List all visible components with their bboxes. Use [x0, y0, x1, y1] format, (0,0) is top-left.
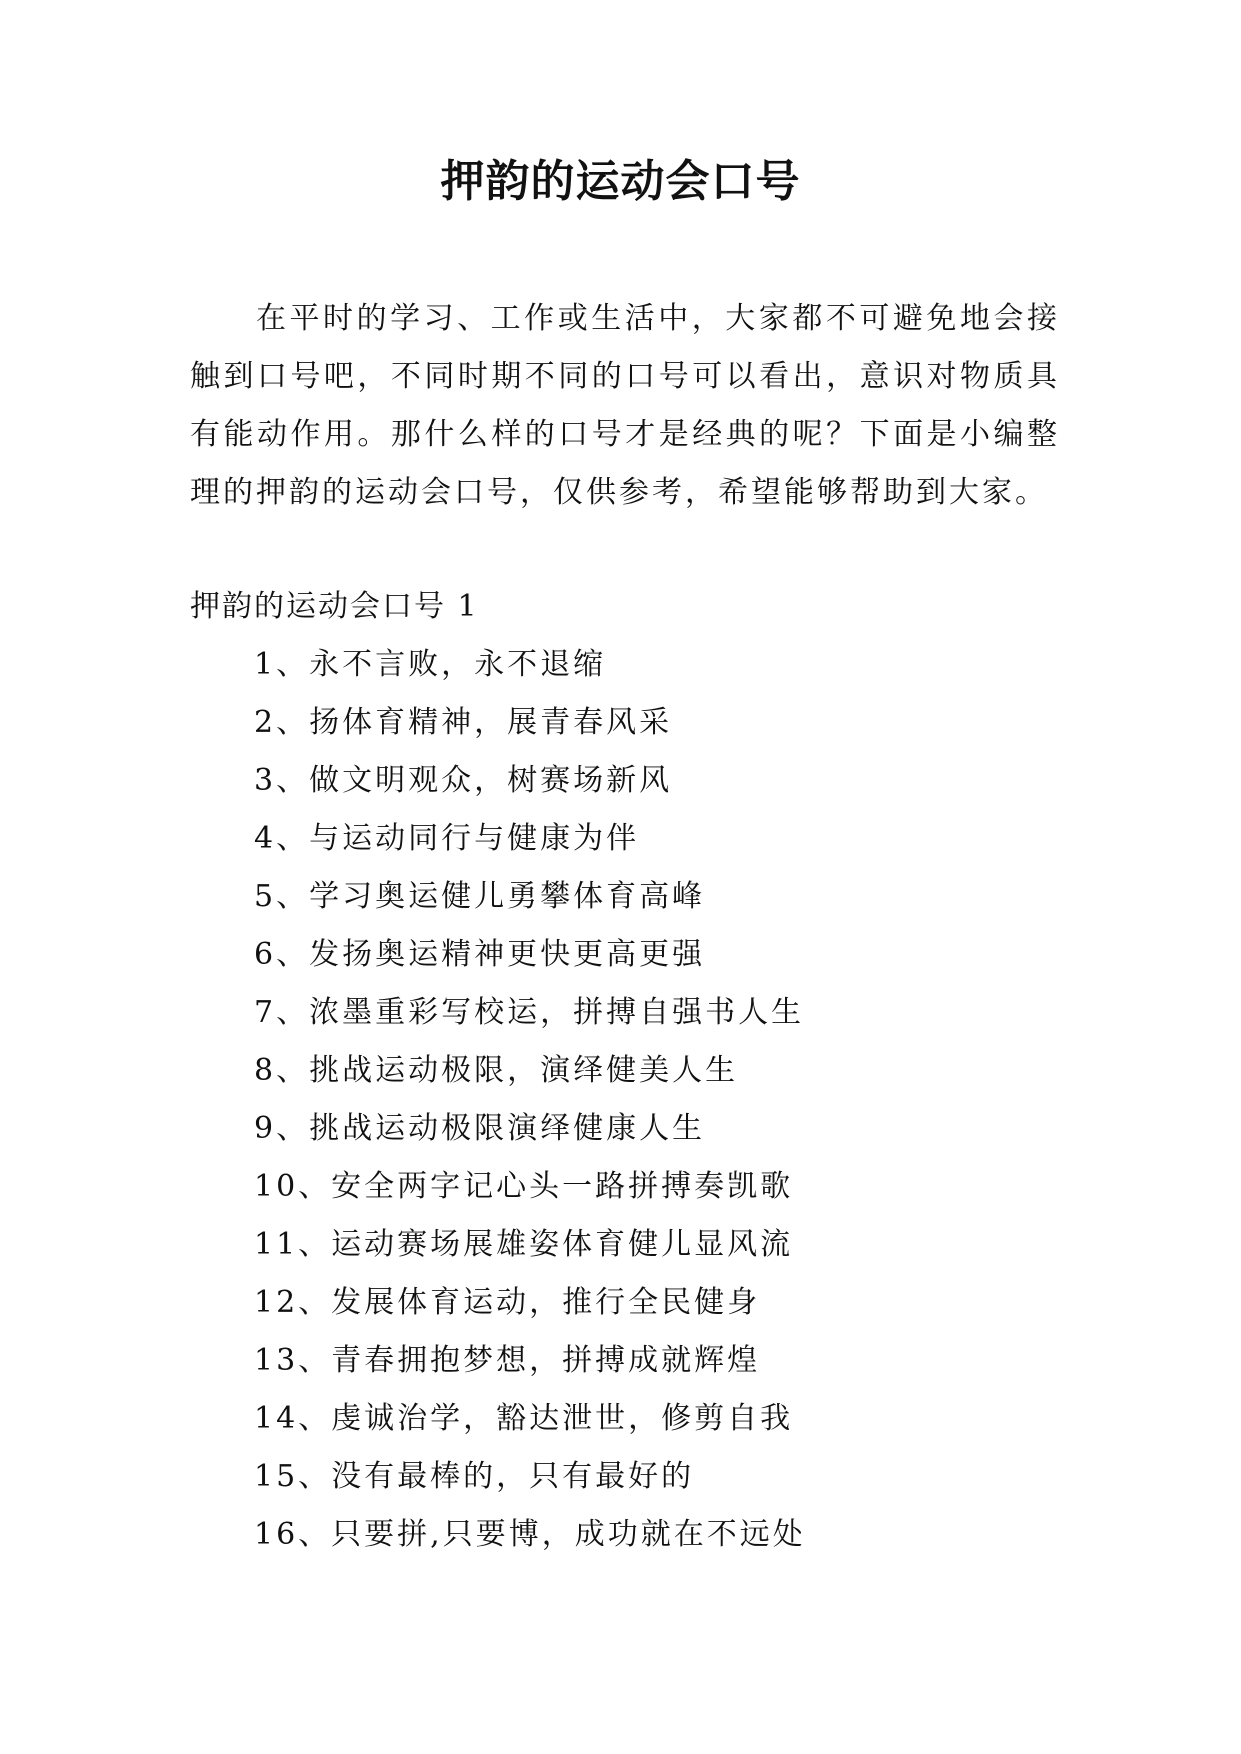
slogan-item: 14、虔诚治学，豁达泄世，修剪自我 [254, 1401, 794, 1436]
slogan-item: 5、学习奥运健儿勇攀体育高峰 [254, 879, 706, 914]
slogan-item: 4、与运动同行与健康为伴 [254, 821, 640, 856]
section-heading: 押韵的运动会口号 1 [190, 589, 479, 624]
slogan-item: 10、安全两字记心头一路拼搏奏凯歌 [254, 1169, 794, 1204]
slogan-item: 12、发展体育运动，推行全民健身 [254, 1285, 761, 1320]
slogan-item: 6、发扬奥运精神更快更高更强 [254, 937, 706, 972]
intro-paragraph: 在平时的学习、工作或生活中，大家都不可避免地会接触到口号吧，不同时期不同的口号可以看出，意识对物质具有能动作用。那什么样的口号才是经典的呢？下面是小编整理的押韵的运动会口号，仅供参考，希望能够帮助到大家。 [190, 301, 1060, 510]
slogan-list [254, 636, 806, 1564]
slogan-item: 15、没有最棒的，只有最好的 [254, 1459, 695, 1494]
slogan-item: 8、挑战运动极限，演绎健美人生 [254, 1053, 739, 1088]
slogan-item: 2、扬体育精神，展青春风采 [254, 705, 673, 740]
slogan-item: 16、只要拼,只要博，成功就在不远处 [254, 1517, 806, 1552]
slogan-item: 3、做文明观众，树赛场新风 [254, 763, 673, 798]
slogan-item: 7、浓墨重彩写校运，拼搏自强书人生 [254, 995, 805, 1030]
slogan-item: 11、运动赛场展雄姿体育健儿显风流 [254, 1227, 794, 1262]
slogan-item: 9、挑战运动极限演绎健康人生 [254, 1111, 706, 1146]
slogan-item: 1、永不言败，永不退缩 [254, 647, 607, 682]
slogan-item: 13、青春拥抱梦想，拼搏成就辉煌 [254, 1343, 761, 1378]
document-title: 押韵的运动会口号 [440, 156, 801, 207]
